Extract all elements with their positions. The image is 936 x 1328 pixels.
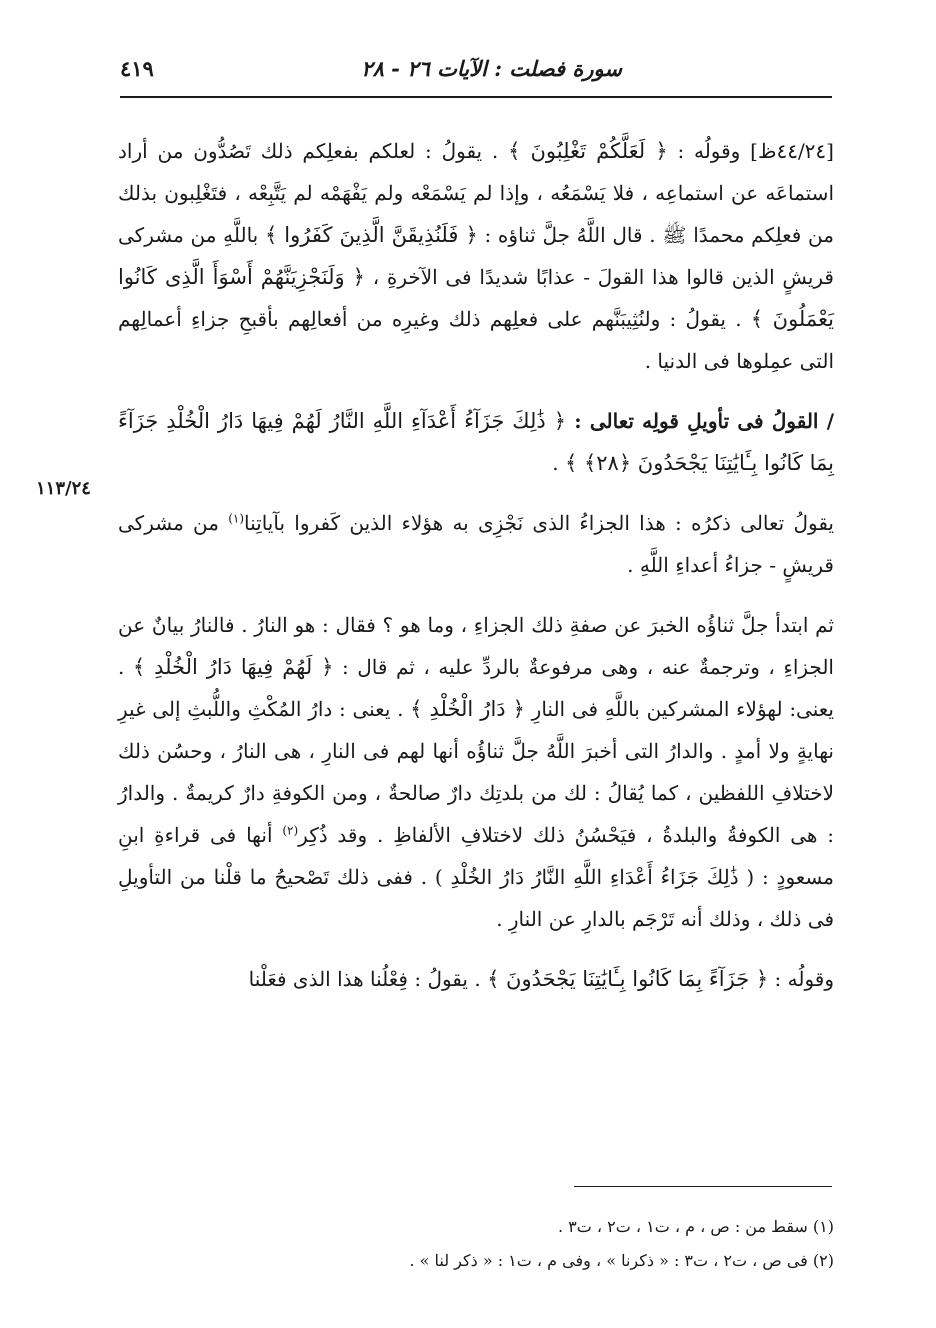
text-span: ثم ابتدأ جلَّ ثناؤُه الخبرَ عن صفةِ ذلك الجزاءِ ، وما هو ؟ فقال : هو النارُ . فالنارُ بيانٌ عن الجزاءِ ، وترجمةٌ عنه ، وهى مرفوعةٌ بالردِّ عليه ، ثم قال : [118,613,834,679]
text-span: أنها فى قراءةِ ابنِ مسعودٍ : ( ذَٰلِكَ جَزَاءُ أَعْدَاءِ اللَّهِ النَّارُ دَارُ الخُلْدِ ) . ففى ذلك تَصْحيحُ ما قلْنا من التأويلِ فى ذلك ، وذلك أنه تَرْجَم بالدارِ عن النارِ . [118,823,834,931]
text-span: . يقولُ : فِعْلُنا هذا الذى فعَلْنا [248,967,488,991]
header-rule [120,96,832,98]
section-heading: / القولُ فى تأويلِ قولِه تعالى : [566,409,835,433]
text-span: . [552,451,565,475]
text-span: . يقولُ : ولنُثِيبَنَّهم على فعلِهم ذلك وغيرِه من أفعالِهم بأقبحِ جزاءِ أعمالِهم التى عمِلوها فى الدنيا . [118,307,834,373]
paragraph-1 [118,130,834,382]
quran-quote: ﴿ وَلَنَجْزِيَنَّهُمْ أَسْوَأَ الَّذِى كَانُوا يَعْمَلُونَ ﴾ [118,265,834,331]
paragraph-3 [118,502,834,586]
margin-reference: ١١٣/٢٤ [36,478,91,499]
paragraph-gap [118,382,834,400]
paragraph-4 [118,604,834,940]
text-span: . يقولُ : لعلكم بفعلِكم ذلك تَصُدُّون من أراد استماعَه عن استماعِه ، فلا يَسْمَعُه ، وإذا لم يَسْمَعْه ولم يَفْهَمْه لم يَتَّبِعْه ، فتَغْلِبون بذلك من فعلِكم محمدًا ﷺ . قال اللَّهُ جلَّ ثناؤه : [118,139,834,247]
quran-quote: ﴿ فَلَنُذِيقَنَّ الَّذِينَ كَفَرُوا ﴾ [264,223,478,247]
text-span: باللَّهِ من مشركى قريشٍ الذين قالوا هذا القولَ - عذابًا شديدًا فى الآخرةِ ، [118,223,834,289]
text-span: من مشركى قريشٍ - جزاءُ أعداءِ اللَّهِ . [118,511,834,577]
quran-quote: ﴿ دَارُ الْخُلْدِ ﴾ [410,697,525,721]
quran-quote: ﴿ ذَٰلِكَ جَزَآءُ أَعْدَآءِ اللَّهِ النَّارُ لَهُمْ فِيهَا دَارُ الْخُلْدِ جَزَآءً بِمَا كَانُوا بِـَٔايَٰتِنَا يَجْحَدُونَ ﴿٢٨﴾ ﴾ [118,409,834,475]
paragraph-gap [118,940,834,958]
paragraph-gap [118,586,834,604]
text-span: . يعنى : دارُ المُكْثِ واللُّبثِ إلى غيرِ نهايةٍ ولا أمدٍ . والدارُ التى أخبرَ اللَّهُ جلَّ ثناؤُه أنها لهم فى النارِ ، هى النارُ ، وحسُن ذلك لاختلافِ اللفظين ، كما يُقالُ : لك من بلدتِك دارٌ صالحةٌ ، ومن الكوفةِ دارٌ كريمةٌ . والدارُ : هى الكوفةُ والبلدةُ ، فيَحْسُنُ ذلك لاختلافِ الألفاظِ . وقد ذُكِر [118,697,835,847]
footnote-1: (١) سقط من : ص ، م ، ت١ ، ت٢ ، ت٣ . [557,1217,834,1236]
paragraph-2 [118,400,834,484]
folio-reference: [٤٤/٢٤ظ] [750,139,834,163]
quran-quote: ﴿ لَهُمْ فِيهَا دَارُ الْخُلْدِ ﴾ [132,655,334,679]
quran-quote: ﴿ لَعَلَّكُمْ تَغْلِبُونَ ﴾ [508,139,668,163]
footnote-rule [574,1186,832,1187]
paragraph-gap [118,484,834,502]
footnotes [118,1210,834,1278]
footnote-marker: (١) [228,511,245,526]
running-header [120,52,832,92]
header-title: سورة فصلت : الآيات ٢٦ - ٢٨ [361,56,622,81]
main-text [118,130,834,1000]
text-span: وقولُه : [768,967,834,991]
quran-quote: ﴿ جَزَآءً بِمَا كَانُوا بِـَٔايَٰتِنَا يَجْحَدُونَ ﴾ [487,967,769,991]
text-span: يقولُ تعالى ذكرُه : هذا الجزاءُ الذى نَجْزِى به هؤلاء الذين كَفروا بآياتِنا [244,511,834,535]
paragraph-5 [118,958,834,1000]
page-number: ٤١٩ [120,56,154,81]
text-span: . يعنى: لهؤلاء المشركين باللَّهِ فى النارِ [118,655,834,721]
footnote-2: (٢) فى ص ، ت٢ ، ت٣ : « ذكرنا » ، وفى م ، ت١ : « ذكر لنا » . [409,1251,834,1270]
footnote-marker: (٢) [282,823,299,838]
text-span: وقولُه : [667,139,751,163]
